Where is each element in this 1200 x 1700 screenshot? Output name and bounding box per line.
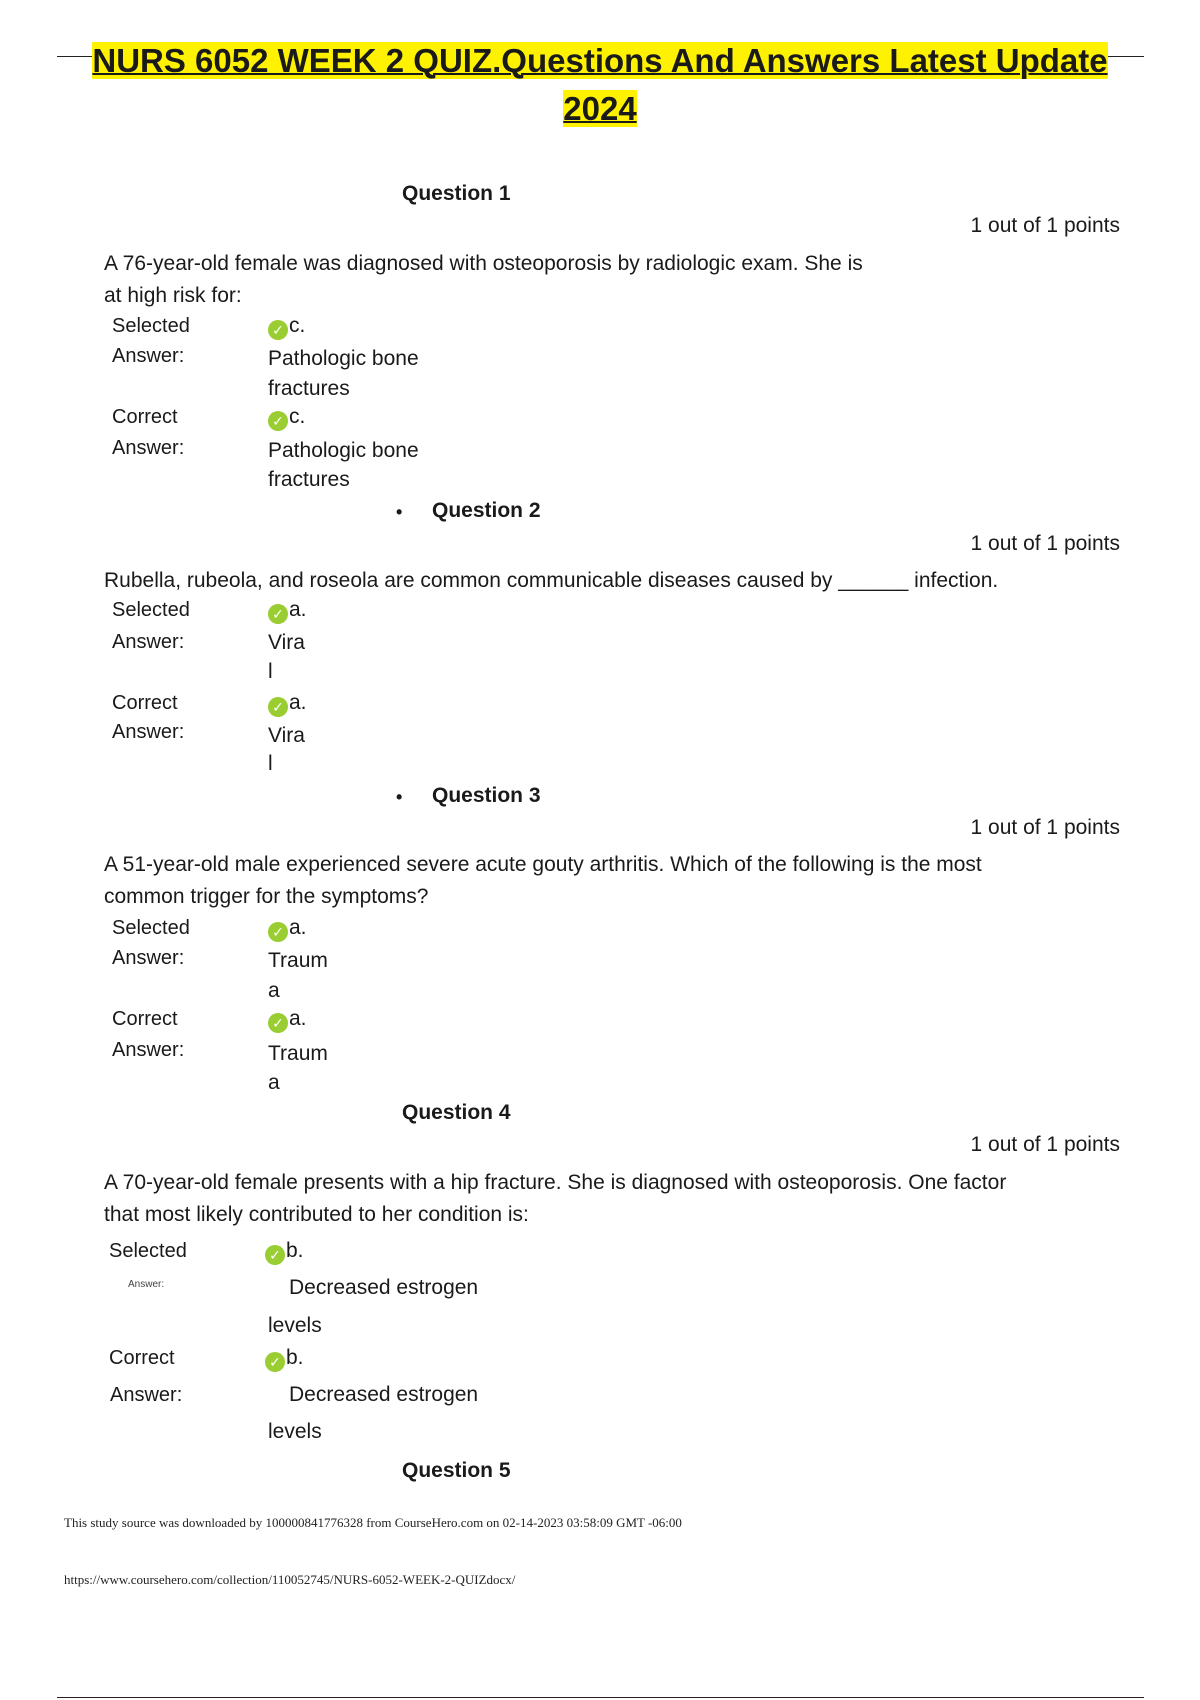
question-2-selected-option: ✓ a. xyxy=(268,598,307,624)
question-3-selected-answer-label: Answer: xyxy=(112,947,185,969)
question-3-correct-text-1: Traum xyxy=(268,1042,328,1065)
question-4-correct-text-1: Decreased estrogen xyxy=(289,1383,479,1406)
question-1-points: 1 out of 1 points xyxy=(970,214,1120,237)
question-3-correct-option: ✓ a. xyxy=(268,1007,307,1033)
question-2-correct-answer-label: Answer: xyxy=(112,721,185,743)
question-2-selected-text-2: l xyxy=(268,660,273,683)
page-title-line-1: NURS 6052 WEEK 2 QUIZ.Questions And Answers Latest Update xyxy=(92,42,1108,79)
question-2-correct-label: Correct xyxy=(112,692,178,714)
question-3-correct-label: Correct xyxy=(112,1008,178,1030)
question-1-correct-label: Correct xyxy=(112,406,178,428)
question-4-selected-text-2: levels xyxy=(268,1314,322,1337)
check-circle-icon: ✓ xyxy=(268,411,288,431)
question-3-selected-label: Selected xyxy=(112,917,190,939)
question-4-text: A 70-year-old female presents with a hip fracture. She is diagnosed with osteoporosis. One factor that most likely contributed to her condition is: xyxy=(104,1171,1007,1226)
check-circle-icon: ✓ xyxy=(268,922,288,942)
question-4-correct-label: Correct xyxy=(109,1347,175,1369)
question-4-selected-answer-label: Answer: xyxy=(128,1279,165,1290)
check-circle-icon: ✓ xyxy=(268,1013,288,1033)
question-1-text: A 76-year-old female was diagnosed with osteoporosis by radiologic exam. She is at high risk for: xyxy=(104,252,863,307)
check-circle-icon: ✓ xyxy=(265,1245,285,1265)
check-circle-icon: ✓ xyxy=(265,1352,285,1372)
page-title-line-2: 2024 xyxy=(563,90,637,127)
question-2-selected-text-1: Vira xyxy=(268,631,305,654)
check-circle-icon: ✓ xyxy=(268,604,288,624)
question-1-selected-text-2: fractures xyxy=(268,377,350,400)
question-3-selected-option: ✓ a. xyxy=(268,916,307,942)
question-1-correct-answer-label: Answer: xyxy=(112,437,185,459)
question-1-heading: Question 1 xyxy=(402,182,511,205)
question-3-text: A 51-year-old male experienced severe acute gouty arthritis. Which of the following is the most common trigger for the symptoms? xyxy=(104,853,982,908)
question-4-correct-option: ✓ b. xyxy=(265,1346,304,1372)
question-2-text: Rubella, rubeola, and roseola are common communicable diseases caused by ______ infection. xyxy=(104,569,999,592)
source-url[interactable]: https://www.coursehero.com/collection/110052745/NURS-6052-WEEK-2-QUIZdocx/ xyxy=(64,1572,516,1587)
question-1-selected-answer-label: Answer: xyxy=(112,345,185,367)
check-circle-icon: ✓ xyxy=(268,697,288,717)
question-1-correct-text-2: fractures xyxy=(268,468,350,491)
question-1-selected-text-1: Pathologic bone xyxy=(268,347,419,370)
check-circle-icon: ✓ xyxy=(268,320,288,340)
question-2-selected-label: Selected xyxy=(112,599,190,621)
question-4-points: 1 out of 1 points xyxy=(970,1133,1120,1156)
question-3-correct-answer-label: Answer: xyxy=(112,1039,185,1061)
question-3-selected-text-1: Traum xyxy=(268,949,328,972)
question-4-correct-text-2: levels xyxy=(268,1420,322,1443)
question-2-selected-answer-label: Answer: xyxy=(112,631,185,653)
download-source-note: This study source was downloaded by 100000841776328 from CourseHero.com on 02-14-2023 03:58:09 GMT -06:00 xyxy=(64,1515,682,1530)
question-1-correct-text-1: Pathologic bone xyxy=(268,439,419,462)
question-4-selected-label: Selected xyxy=(109,1240,187,1262)
question-2-correct-text-2: l xyxy=(268,752,273,775)
question-4-correct-answer-label: Answer: xyxy=(110,1384,183,1406)
question-5-heading: Question 5 xyxy=(402,1459,511,1482)
question-4-selected-option: ✓ b. xyxy=(265,1239,304,1265)
question-1-selected-label: Selected xyxy=(112,315,190,337)
bottom-rule xyxy=(57,1697,1144,1698)
question-4-selected-text-1: Decreased estrogen xyxy=(289,1276,479,1299)
question-3-selected-text-2: a xyxy=(268,979,280,1002)
question-2-correct-option: ✓ a. xyxy=(268,691,307,717)
question-1-correct-option: ✓ c. xyxy=(268,405,305,431)
question-1-selected-option: ✓ c. xyxy=(268,314,305,340)
question-3-heading: Question 3 xyxy=(432,784,541,807)
question-2-points: 1 out of 1 points xyxy=(970,532,1120,555)
question-2-heading: Question 2 xyxy=(432,499,541,522)
question-2-correct-text-1: Vira xyxy=(268,724,305,747)
question-3-correct-text-2: a xyxy=(268,1071,280,1094)
question-3-bullet: • xyxy=(396,787,403,807)
question-2-bullet: • xyxy=(396,502,403,522)
question-4-heading: Question 4 xyxy=(402,1101,511,1124)
question-3-points: 1 out of 1 points xyxy=(970,816,1120,839)
